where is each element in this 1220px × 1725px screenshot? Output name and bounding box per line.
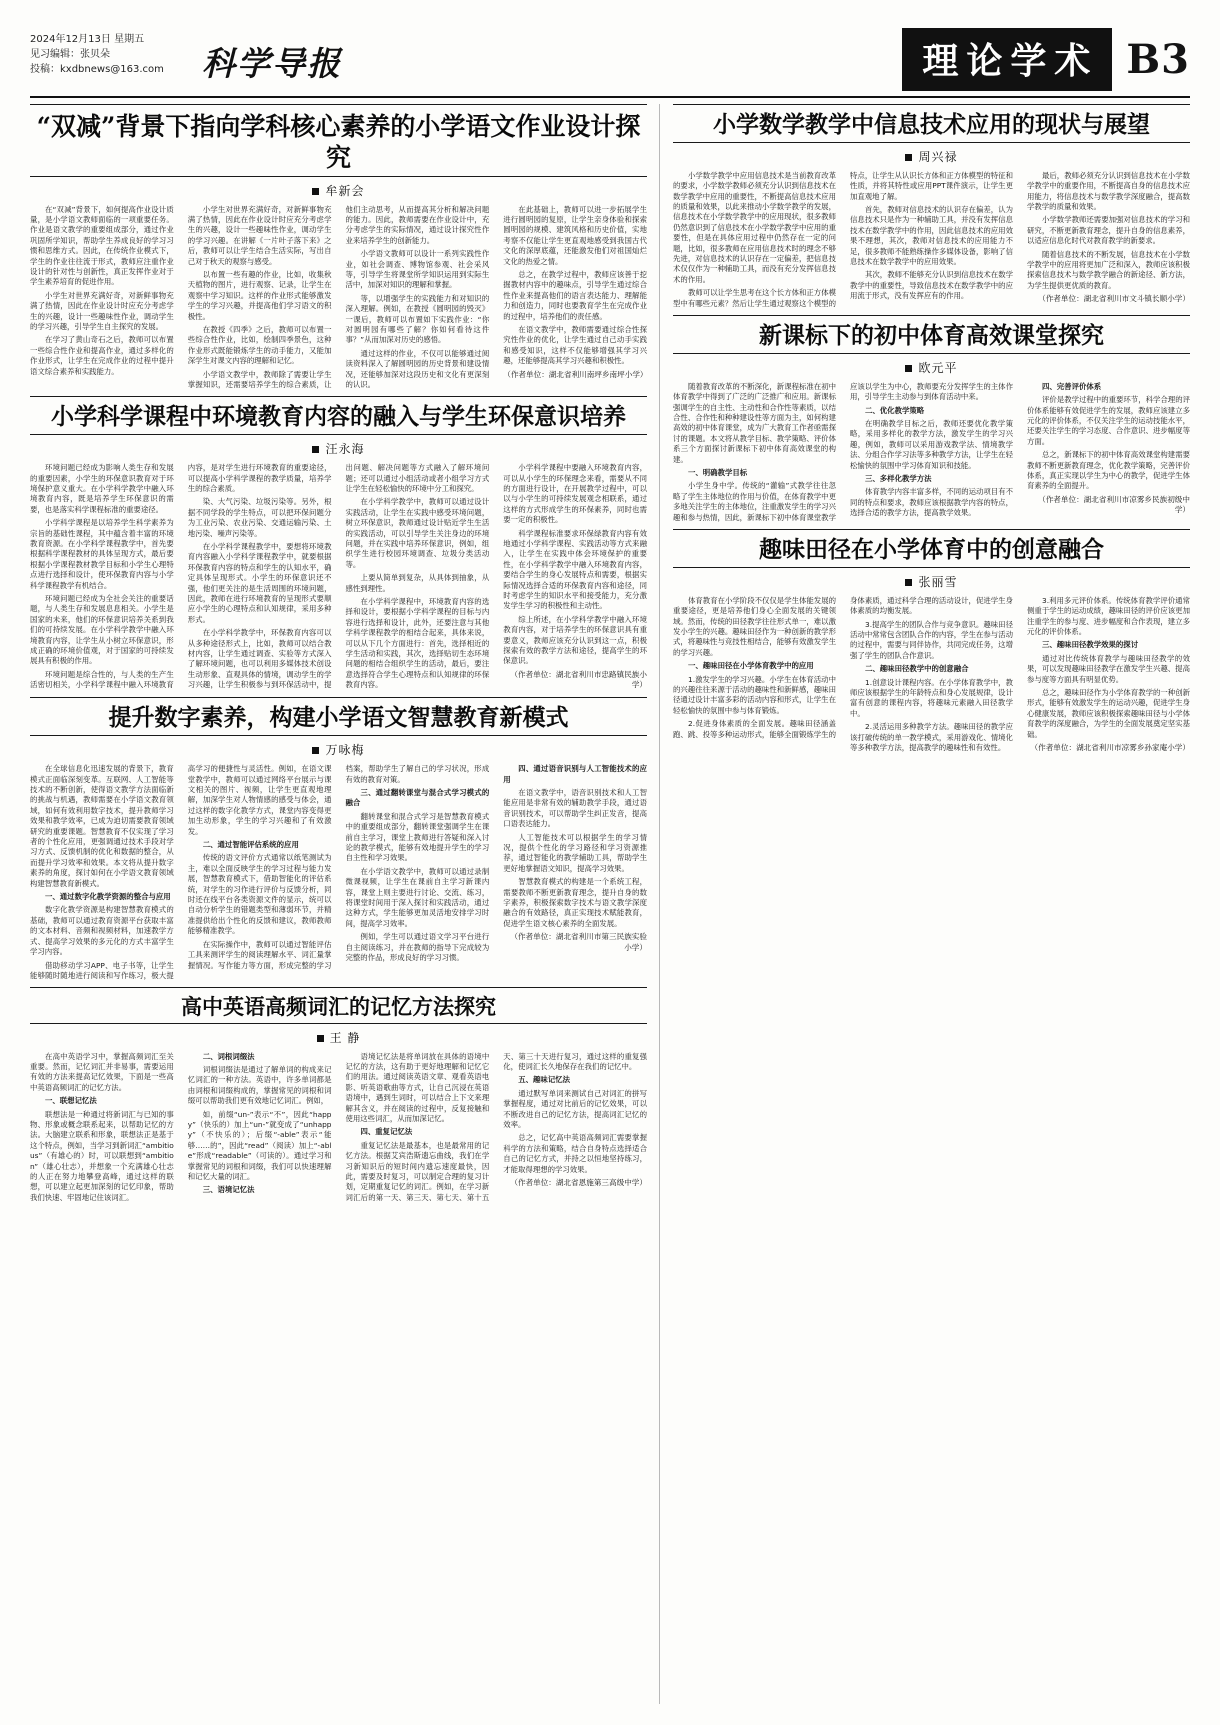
- paragraph-heading: 四、通过语音识别与人工智能技术的应用: [503, 764, 647, 784]
- paragraph: 体育教育在小学阶段不仅仅是学生体能发展的重要途径，更是培养他们身心全面发展的关键领域。然而，传统的田径教学往往形式单一，难以激发小学生的兴趣。趣味田径作为一种创新的教学形式，将趣味性与竞技性相结合，能够有效激发学生的学习兴趣。: [673, 595, 836, 657]
- paragraph: 染、大气污染、垃圾污染等。另外，根据不同学段的学生特点，可以把环保问题分为工业污染、农业污染、交通运输污染、土地污染、噪声污染等。: [187, 497, 332, 538]
- paragraph: 在小学科学教学中，教师可以通过设计实践活动，让学生在实践中感受环境问题，树立环保意识，教师通过设计贴近学生生活的实践活动，可以引导学生关注身边的环境问题，并在实践中培养环保意识，例如，组织学生进行校园环境调查、垃圾分类活动等。: [345, 497, 490, 569]
- article-byline: [30, 182, 647, 199]
- article-4: [30, 987, 647, 1203]
- paragraph: 在此基础上，教师可以进一步拓展学生进行圆明园的复原，让学生亲身体验和探索圆明园的规模、建筑风格和历史价值，实地考察不仅能让学生更直观地感受到我国古代文化的深厚底蕴，还能激发他们对祖国灿烂文化的热爱之情。: [503, 204, 647, 266]
- paragraph: 在小学语文教学中，教师可以通过录制微课视频，让学生在课前自主学习新课内容，课堂上则主要进行讨论、交流、练习，将课堂时间用于深入探讨和实践活动，通过这种方式，学生能够更加灵活地安排学习时间，提高学习效率。: [345, 866, 490, 928]
- article-3: [30, 697, 647, 981]
- article-body: [673, 171, 1190, 309]
- author-name: 周兴禄: [918, 149, 958, 164]
- author-name: 万咏梅: [325, 743, 365, 758]
- paragraph: 总之，在教学过程中，教师应该善于挖掘教材内容中的趣味点，引导学生通过综合性作业来提高他们的语言表达能力、理解能力和创造力，同时也要教育学生在完成作业的过程中，培养他们的责任感。: [503, 269, 647, 321]
- paragraph-heading: 二、趣味田径教学中的创意融合: [865, 664, 969, 674]
- paragraph: 综上所述，在小学科学教学中融入环境教育内容，对于培养学生的环保意识具有重要意义，教师应该充分认识到这一点，积极探索有效的教学方法和途径，提高学生的环保意识。: [503, 614, 647, 666]
- article-affiliation: （作者单位：湖北省利川南坪乡南坪小学）: [503, 369, 648, 379]
- paragraph: 传统的语文评价方式通常以纸笔测试为主，难以全面反映学生的学习过程与能力发展，智慧教育模式下，借助智能化的评估系统，对学生的习作进行评价与反馈分析，同时还在线平台各类资源文件的显示，统可以自动分析学生的错题类型和薄弱环节，并精准提供给出个性化的反馈和建议，教师教师能够精准教学。: [187, 853, 332, 936]
- paragraph: 1.激发学生的学习兴趣。小学生在体育活动中的兴趣往往来源于活动的趣味性和新鲜感，趣味田径通过设计丰富多彩的活动内容和形式，让学生在轻松愉快的氛围中参与体育锻炼。: [673, 674, 836, 715]
- article-byline: [30, 741, 647, 758]
- paragraph: 小学语文教师可以设计一系列实践性作业，如社会调查、博物馆参观、社会采风等，引导学生将课堂所学知识运用到实际生活中，加深对知识的理解和掌握。: [345, 249, 490, 290]
- paragraph: 总之，记忆高中英语高频词汇需要掌握科学的方法和策略，结合自身特点选择适合自己的记忆方式，并持之以恒地坚持练习，才能取得理想的学习效果。: [503, 1133, 647, 1174]
- article-affiliation: （作者单位：湖北省恩施第三高级中学）: [510, 1178, 647, 1188]
- page-number: B3: [1126, 35, 1190, 83]
- paragraph: 2.促进身体素质的全面发展。趣味田径涵盖跑、跳、投等多种运动形式，能够全面锻炼学生的身体素质，通过科学合理的活动设计，促进学生身体素质的均衡发展。: [673, 595, 1013, 739]
- paragraph: 以布置一些有趣的作业，比如，收集秋天植物的图片，进行观察、记录，让学生在观察中学习知识。这样的作业形式能够激发学生的学习兴趣，并提高他们学习语文的积极性。: [187, 269, 332, 321]
- paragraph: 小学数学教学中应用信息技术是当前教育改革的要求，小学数学教师必须充分认识到信息技术在数学教学中应用的重要性，不断提高信息技术应用的质量和效果，以此来推动小学数学教学的发展，信息技术在小学数学教学中的应用现状，很多教师仍然意识到了信息技术在小学数学教学中应用的重要性，但是在具体应用过程中仍然存在一定的问题，比如，很多教师在应用信息技术时的理念不够先进，对信息技术的认识存在一定偏差，把信息技术仅仅作为一种辅助工具，而没有充分发挥信息技术的作用。: [673, 170, 836, 284]
- paragraph: 小学生身中学。传统的“灌输”式教学往往忽略了学生主体地位的作用与价值，在体育教学中更多地关注学生的主体地位，注重激发学生的学习兴趣和参与热情，因此，新课标下初中体育课堂教学应该以学生为中心，教师要充分发挥学生的主体作用，引导学生主动参与到体育活动中来。: [673, 381, 1013, 522]
- paragraph: 在学习了黄山奇石之后，教师可以布置一些综合性作业和提高作业，通过多样化的作业形式，让学生在完成作业的过程中提升语文综合素养和实践能力。: [30, 335, 174, 376]
- editor-line: 见习编辑：张贝朵: [30, 49, 110, 60]
- byline-marker-icon: [905, 365, 912, 372]
- paragraph: 随着信息技术的不断发展，信息技术在小学数学教学中的应用将更加广泛和深入，教师应该积极探索信息技术与数学教学融合的新途径、新方法，为学生提供更优质的教育。: [1027, 249, 1190, 290]
- article-2: [30, 396, 647, 691]
- paragraph: 数字化教学资源是构建智慧教育模式的基础，教师可以通过教育资源平台获取丰富的文本材料、音频和视频材料，加速教学方式、提高学习效果的多元化的方式丰富学生学习内容。: [30, 905, 174, 957]
- submission-email: 投稿：kxdbnews@163.com: [30, 64, 164, 75]
- paragraph-heading: 二、通过智能评估系统的应用: [202, 840, 299, 850]
- paragraph: 在教授《四季》之后，教师可以布置一些综合性作业，比如，绘制四季景色，这种作业形式既能锻炼学生的动手能力，又能加深学生对课文内容的理解和记忆。: [187, 324, 332, 366]
- author-name: 汪永海: [325, 442, 365, 457]
- article-title: 提升数字素养，构建小学语文智慧教育新模式: [30, 697, 647, 736]
- paragraph: 在“双减”背景下，如何提高作业设计质量，是小学语文教师面临的一项重要任务。作业是语文教学的重要组成部分，通过作业巩固所学知识，帮助学生养成良好的学习习惯和思维方式。因此，在传统作业模式下，学生的作业往往流于形式，教师应注重作业设计的针对性与创新性，真正发挥作业对于学生素养培育的促进作用。: [30, 204, 174, 287]
- article-byline: [30, 440, 647, 457]
- paragraph: 借助移动学习APP、电子书等，让学生能够随时随地进行阅读和写作练习，极大提高学习的便捷性与灵活性。例如，在语文课堂教学中，教师可以通过网络平台展示与课文相关的图片、视频，让学生更直观地理解，加深学生对人物情感的感受与体会，通过这样的数字化教学方式，课堂内容变得更加生动形象，学生的学习兴趣和了有效激发。: [30, 764, 332, 980]
- paragraph: 小学语文教学中，教师除了需要让学生掌握知识，还需要培养学生的综合素质，让他们主动思考，从而提高其分析和解决问题的能力。因此，教师需要在作业设计中，充分考虑学生的实际情况，通过设计探究性作业来培养学生的创新能力。: [187, 204, 490, 389]
- paragraph-heading: 三、语境记忆法: [202, 1185, 255, 1195]
- author-name: 张丽雪: [918, 574, 958, 589]
- paragraph: 词根词缀法是通过了解单词的构成来记忆词汇的一种方法。英语中，许多单词都是由词根和词缀构成的，掌握常见的词根和词缀可以帮助我们更有效地记忆词汇。例如，: [187, 1064, 332, 1106]
- article-title: 高中英语高频词汇的记忆方法探究: [30, 987, 647, 1023]
- paragraph: 环境问题是综合性的，与人类的生产生活密切相关，小学科学课程中融入环境教育内容，是对学生进行环境教育的重要途径，可以提高小学科学课程的教学质量，培养学生的综合素质。: [30, 463, 332, 690]
- article-affiliation: （作者单位：湖北省利川市忠路镇民族小学）: [510, 669, 647, 690]
- paragraph: 在语文教学中，语音识别技术和人工智能应用是非常有效的辅助教学手段，通过语音识别技术，可以帮助学生纠正发音，提高口语表达能力。: [503, 788, 647, 829]
- article-title: “双减”背景下指向学科核心素养的小学语文作业设计探究: [30, 104, 647, 177]
- paragraph: 在小学科学课程中，环境教育内容的选择和设计，要根据小学科学课程的目标与内容进行选择和设计，此外，还要注意与其他学科学课程教学的相结合起来，具体来说，可以从下几个方面进行：首先，选择相近的学生活动和实践，其次，选择贴切生态环境问题的相结合组织学生的活动，最后，要注意选择符合学生心理特点和认知规律的环保教育内容。: [345, 597, 490, 690]
- paragraph: 体育教学内容丰富多样，不同的运动项目有不同的特点和要求，教师应该根据教学内容的特点，选择合适的教学方法，提高教学效果。: [850, 487, 1013, 518]
- article-body: [30, 1052, 647, 1204]
- article-affiliation: （作者单位：湖北省利川市第三民族实验小学）: [510, 932, 647, 952]
- paragraph: 智慧教育模式的构建是一个系统工程，需要教师不断更新教育理念，提升自身的数字素养，积极探索数字技术与语文教学深度融合的有效路径，真正实现技术赋能教育，促进学生语文核心素养的全面发展。: [503, 877, 647, 928]
- byline-marker-icon: [905, 579, 912, 586]
- paragraph-heading: 一、通过数字化教学资源的整合与应用: [45, 892, 171, 902]
- article-body: [673, 596, 1190, 754]
- paragraph-heading: 一、趣味田径在小学体育教学中的应用: [688, 661, 814, 671]
- byline-marker-icon: [905, 154, 912, 161]
- article-byline: [673, 148, 1190, 165]
- paragraph: 翻转课堂和混合式学习是智慧教育模式中的重要组成部分，翻转课堂强调学生在课前自主学习，课堂上教师进行答疑和深入讨论的教学模式，能够有效地提升学生的学习自主性和学习效果。: [345, 811, 490, 863]
- paragraph: 上要从简单到复杂，从具体到抽象，从感性到理性。: [345, 573, 490, 593]
- paragraph: 小学数学教师还需要加强对信息技术的学习和研究，不断更新教育理念，提升自身的信息素养，以适应信息化时代对教育教学的新要求。: [1027, 215, 1190, 246]
- content-columns: [30, 104, 1190, 1704]
- masthead-right: [902, 30, 1190, 88]
- article-title: 新课标下的初中体育高效课堂探究: [673, 315, 1190, 354]
- paragraph: 小学生对世界充满好奇，对新鲜事物充满了热情，因此在作业设计时应充分考虑学生的兴趣，设计一些趣味性作业，调动学生的学习兴趣，引导学生自主探究的发展。: [30, 290, 174, 331]
- paragraph-heading: 三、通过翻转课堂与混合式学习模式的融合: [345, 788, 490, 808]
- paragraph: 小学科学课程是以培养学生科学素养为宗旨的基础性课程，其中蕴含着丰富的环境教育资源。在小学科学课程教学中，首先要根据科学课程教材的具体呈现方式，最后要根据小学课程教材教学目标和小学生心理特点进行选择和设计，使环保教育内容与小学科学课程教学有机结合。: [30, 518, 174, 590]
- article-title: 趣味田径在小学体育中的创意融合: [673, 529, 1190, 568]
- paragraph: 科学课程标准要求环保绿教育内容有效地通过小学科学课程、实践活动等方式来融入，让学生在实践中体会环境保护的重要性，在小学科学教学中融入环境教育内容，要结合学生的身心发展特点和需要，根据实际情况选择合适的环保教育内容和途径，同时考虑学生的知识水平和接受能力，充分激发学生学习的积极性和主动性。: [503, 528, 647, 611]
- article-body: [30, 463, 647, 691]
- right-column: [673, 104, 1190, 1704]
- article-byline: [30, 1029, 647, 1046]
- article-7: [673, 529, 1190, 753]
- paragraph: 重复记忆法是最基本，也是最常用的记忆方法。根据艾宾浩斯遗忘曲线，我们在学习新知识后的短时间内遗忘速度最快，因此，需要及时复习，可以制定合理的复习计划，定期重复记忆的词汇。例如，在学习新词汇后的第一天、第三天、第七天、第十五天、第三十天进行复习，通过这样的重复强化，使词汇长久地保存在我们的记忆中。: [345, 1051, 647, 1202]
- byline-marker-icon: [317, 1035, 324, 1042]
- paragraph: 在实际操作中，教师可以通过智能评估工具来测评学生的阅读理解水平、词汇量掌握情况。写作能力等方面，形成完整的学习档案，帮助学生了解自己的学习状况，形成有效的教育对策。: [187, 764, 490, 970]
- byline-marker-icon: [312, 188, 319, 195]
- article-title: 小学数学教学中信息技术应用的现状与展望: [673, 104, 1190, 143]
- article-1: [30, 104, 647, 390]
- paragraph: 3.利用多元评价体系。传统体育教学评价通常侧重于学生的运动成绩，趣味田径的评价应该更加注重学生的参与度、进步幅度和合作表现，建立多元化的评价体系。: [1027, 595, 1190, 637]
- paragraph: 通过默写单词来测试自己对词汇的拼写掌握程度，通过对比前后的记忆效果，可以不断改进自己的记忆方法，提高词汇记忆的效率。: [503, 1088, 647, 1129]
- paragraph: 在明确教学目标之后，教师还要优化教学策略，采用多样化的教学方法，激发学生的学习兴趣，例如，教师可以采用游戏教学法、情境教学法、分组合作学习法等多种教学方法，让学生在轻松愉快的氛围中学习体育知识和技能。: [850, 419, 1013, 470]
- article-6: [673, 315, 1190, 523]
- paragraph: 在高中英语学习中，掌握高频词汇至关重要。然而，记忆词汇并非易事，需要运用有效的方法来提高记忆效果，下面是一些高中英语高频词汇的记忆方法。: [30, 1051, 174, 1092]
- publication-date: 2024年12月13日 星期五: [30, 34, 145, 45]
- paragraph-heading: 五、趣味记忆法: [518, 1075, 570, 1085]
- paragraph: 1.创意设计课程内容。在小学体育教学中，教师应该根据学生的年龄特点和身心发展规律，设计富有创意的课程内容，将趣味元素融入田径教学中。: [850, 677, 1013, 718]
- paragraph: 环境问题已经成为影响人类生存和发展的重要因素，小学生的环保意识教育对于环境保护意义重大。在小学科学教学中融入环境教育内容，既是培养学生环保意识的需要，也是落实科学课程标准的重要途径。: [30, 463, 174, 514]
- article-body: [30, 764, 647, 981]
- article-byline: [673, 359, 1190, 376]
- byline-marker-icon: [312, 747, 319, 754]
- paragraph: 最后，教师必须充分认识到信息技术在小学数学教学中的重要作用，不断提高自身的信息技术应用能力，将信息技术与数学教学深度融合，提高数学教学的质量和效果。: [1027, 170, 1190, 211]
- paragraph: 在小学科学教学中，环保教育内容可以从多种途径形式上，比如，教师可以结合教材内容，让学生通过调查、实验等方式深入了解环境问题，也可以利用多媒体技术创设生动形象、直观具体的情境，调动学生的学习兴趣，让学生积极参与到环保活动中，提出问题、解决问题等方式融入了解环境问题；还可以通过小组活动或者小组学习方式让学生在轻松愉快的环境中分工和探究。: [187, 463, 490, 690]
- article-title: 小学科学课程中环境教育内容的融入与学生环保意识培养: [30, 396, 647, 435]
- byline-marker-icon: [312, 446, 319, 453]
- paragraph-heading: 一、明确教学目标: [688, 468, 748, 478]
- paragraph: 总之，新课标下的初中体育高效课堂构建需要教师不断更新教育理念，优化教学策略，完善评价体系，真正实现以学生为中心的教学，促进学生体育素养的全面提升。: [1027, 450, 1190, 491]
- paragraph: 首先，教师对信息技术的认识存在偏差，认为信息技术只是作为一种辅助工具，并没有发挥信息技术在数学教学中的作用，因此信息技术的应用效果不理想，其次，教师对信息技术的应用能力不足，很多教师不能熟练操作多媒体设备，影响了信息技术在数学教学中的应用效果。: [850, 204, 1013, 266]
- paragraph-heading: 一、联想记忆法: [45, 1096, 97, 1106]
- paragraph: 等，以增强学生的实践能力和对知识的深入理解。例如，在教授《圆明园的毁灭》一课后，教师可以布置如下实践作业：“你对圆明园有哪些了解？你如何看待这件事？”从而加深对历史的感悟。: [345, 293, 490, 345]
- paragraph-heading: 四、完善评价体系: [1042, 381, 1102, 391]
- section-badge: 理论学术: [902, 28, 1112, 91]
- paragraph-heading: 三、多样化教学方法: [865, 474, 932, 484]
- article-affiliation: （作者单位：湖北省利川市凉雾乡孙家庵小学）: [1030, 743, 1190, 753]
- paragraph: 人工智能技术可以根据学生的学习情况，提供个性化的学习路径和学习资源推荐，通过智能化的教学辅助工具，帮助学生更好地掌握语文知识，提高学习效果。: [503, 832, 647, 873]
- paragraph: 通过对比传统体育教学与趣味田径教学的效果，可以发现趣味田径教学在激发学生兴趣、提高参与度等方面具有明显优势。: [1027, 653, 1190, 684]
- paper-logo: 科学导报: [202, 44, 342, 83]
- paragraph-heading: 三、趣味田径教学效果的探讨: [1042, 640, 1139, 650]
- paragraph: 教师可以让学生思考在这个长方体和正方体模型中有哪些元素？然后让学生通过观察这个模型的特点，让学生从认识长方体和正方体模型的特征和性质，并将其特性或应用PPT课件演示，让学生更加直观地了解。: [673, 170, 1013, 308]
- article-byline: [673, 573, 1190, 590]
- paragraph: 其次，教师不能够充分认识到信息技术在数学教学中的重要性，导致信息技术在数学教学中的应用流于形式，没有发挥应有的作用。: [850, 270, 1013, 301]
- paragraph: 3.提高学生的团队合作与竞争意识。趣味田径活动中常常包含团队合作的内容，学生在参与活动的过程中，需要与同伴协作，共同完成任务，这增强了学生的团队合作意识。: [850, 619, 1013, 660]
- article-body: [673, 382, 1190, 523]
- paragraph-heading: 二、词根词缀法: [202, 1051, 255, 1061]
- article-body: [30, 205, 647, 391]
- paragraph: 语境记忆法是将单词放在具体的语境中记忆的方法，这有助于更好地理解和记忆它们的用法。通过阅读英语文章、观看英语电影、听英语歌曲等方式，让自己沉浸在英语语境中，遇到生词时，可以结合上下文来理解其含义，并在阅读的过程中，反复接触和使用这些词汇，从而加深记忆。: [345, 1051, 490, 1123]
- paragraph: 在小学科学课程教学中，要想将环境教育内容融入小学科学课程教学中，就要根据环保教育内容的特点和学生的认知水平，确定具体呈现形式。小学生的环保意识还不强，他们更关注的是生活周围的环境问题，因此，教师在进行环境教育的呈现形式要顺应小学生的心理特点和认知规律，采用多种形式。: [187, 542, 332, 624]
- paragraph: 评价是教学过程中的重要环节，科学合理的评价体系能够有效促进学生的发展，教师应该建立多元化的评价体系，不仅关注学生的运动技能水平，还要关注学生的学习态度、合作意识、进步幅度等方面。: [1027, 395, 1190, 446]
- paragraph: 随着教育改革的不断深化，新课程标准在初中体育教学中得到了广泛的广泛推广和应用。新课标强调学生的自主性、主动性和合作性等素质，以结合性、合作性和种种建设性等方面为主，如何构建高效的初中体育课堂，成为广大教育工作者亟需探讨的课题。本文将从教学目标、教学策略、评价体系三个方面探讨新课标下初中体育高效课堂的构建。: [673, 381, 836, 464]
- paragraph: 小学生对世界充满好奇，对新鲜事物充满了热情，因此在作业设计时应充分考虑学生的兴趣，设计一些趣味性作业，调动学生的学习兴趣。在讲解《一片叶子落下来》之后，教师可以让学生结合生活实际，写出自己对于秋天的观察与感受。: [187, 204, 332, 266]
- author-name: 牟新会: [325, 183, 365, 198]
- paragraph: 小学科学课程中要融入环境教育内容，可以从小学生的环保理念来看，需要从不同的方面进行设计，在开展教学过程中，可以以与小学生的可持续发展观念相联系，通过这样的方式形成学生的环保素养，同时也需要一定的积极性。: [503, 463, 647, 525]
- column-divider: [659, 104, 660, 1704]
- paragraph: 在全球信息化迅速发展的背景下，教育模式正面临深刻变革。互联网、人工智能等技术的不断创新，使得语文教学方法面临新的挑战与机遇，教师需要在小学语文教育领域，如何有效利用数字技术，提升教师学习效果和教学效率，已成为迫切需要教育领域研究的重要课题。智慧教育不仅实现了学习者的个性化应用，更强调通过技术手段对学习方式、反馈机制的优化和数据的整合，从而提升学习效率和效果。本文将从提升数字素养的角度，探讨如何在小学语文教育领域构建智慧教育新模式。: [30, 764, 174, 888]
- paragraph: 在语文教学中，教师需要通过综合性探究性作业的优化，让学生通过自己动手实践和感受知识，这样不仅能够增强其学习兴趣，还能够提高其学习兴趣和积极性。: [503, 324, 647, 366]
- article-5: [673, 104, 1190, 309]
- article-affiliation: （作者单位：湖北省利川市凉雾乡民族初级中学）: [1038, 494, 1190, 515]
- paragraph: 环境问题已经成为全社会关注的重要话题，与人类生存和发展息息相关。小学生是国家的未来，他们的环保意识培养关系到我们的可持续发展。在小学科学教学中融入环境教育内容，让学生从小树立环保意识，形成正确的环境价值观，对于国家的可持续发展具有积极的作用。: [30, 594, 174, 666]
- paragraph: 2.灵活运用多种教学方法。趣味田径的教学应该打破传统的单一教学模式，采用游戏化、情境化等多种教学方法，提高教学的趣味性和有效性。: [850, 722, 1013, 753]
- paragraph: 联想法是一种通过将新词汇与已知的事物、形象或概念联系起来，以帮助记忆的方法。大脑建立联系和形象，联想法正是基于这个特点，例如，当学习到新词汇“ambitious”（有雄心的）时，可以联想到“ambition”（雄心壮志），并想象一个充满雄心壮志的人正在努力地攀登高峰，通过这样的联想，可以建立起更加深刻的记忆印象，帮助我们快速、牢固地记住该词汇。: [30, 1109, 174, 1202]
- paragraph: 例如，学生可以通过语文学习平台进行自主阅读练习，并在教师的指导下完成较为完整的作品，形成良好的学习习惯。: [345, 932, 490, 963]
- author-name: 王 静: [329, 1030, 361, 1045]
- masthead: [30, 30, 1190, 98]
- left-column: [30, 104, 647, 1704]
- paragraph-heading: 二、优化教学策略: [865, 405, 925, 415]
- paragraph-heading: 四、重复记忆法: [360, 1127, 413, 1137]
- article-affiliation: （作者单位：湖北省利川市文斗镇长顺小学）: [1038, 294, 1190, 304]
- paragraph: 总之，趣味田径作为小学体育教学的一种创新形式，能够有效激发学生的运动兴趣，促进学生身心健康发展，教师应该积极探索趣味田径与小学体育教学的深度融合，为学生的全面发展奠定坚实基础。: [1027, 688, 1190, 739]
- paragraph: 通过这样的作业，不仅可以能够通过阅读资料深入了解圆明园的历史背景和建设情况，还能够加深对这段历史和文化有更深刻的认识。: [345, 348, 490, 389]
- author-name: 欧元平: [918, 360, 958, 375]
- paragraph: 如，前缀“un-”表示“不”，因此“happy”（快乐的）加上“un-”就变成了“unhappy”（不快乐的）；后缀“-able”表示“能够……的”，因此“read”（阅读）加上“-able”形成“readable”（可读的）。通过学习和掌握常见的词根和词缀，我们可以快速理解和记忆大量的词汇。: [187, 1109, 332, 1182]
